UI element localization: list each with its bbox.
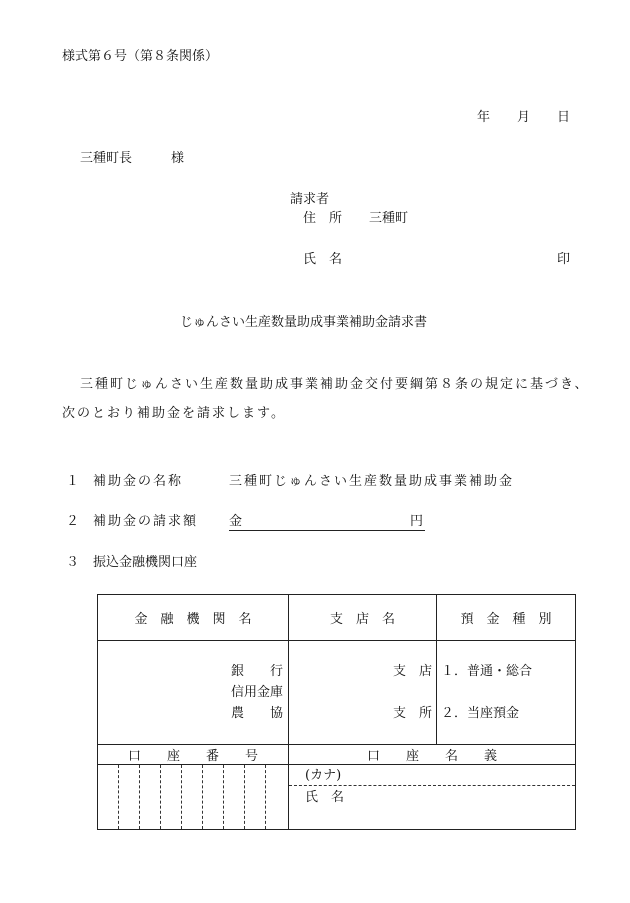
institution-type-nokyo: 農 協 [231,706,284,721]
item-2-label: 補助金の請求額 [93,514,199,529]
claim-amount-field[interactable] [229,515,425,531]
digit-divider [244,765,245,829]
deposit-type-cell[interactable] [437,641,576,745]
branch-cell[interactable] [289,641,437,745]
digit-divider [202,765,203,829]
addressee-honorific: 様 [171,151,185,166]
header-deposit-type [437,595,576,641]
date-year-label: 年 [477,110,491,125]
header-branch-label: 支 店 名 [330,612,396,627]
deposit-type-current[interactable]: ２．当座預金 [441,706,520,721]
branch-suffix-shiten: 支 店 [393,664,433,679]
account-number-cell[interactable] [98,765,289,830]
form-number: 様式第６号（第８条関係） [62,49,219,64]
digit-divider [223,765,224,829]
kana-divider [289,785,575,786]
date-month-label: 月 [517,110,531,125]
document-title: じゅんさい生産数量助成事業補助金請求書 [180,315,428,330]
header-account-number [98,745,289,765]
claimant-name-label: 氏 名 [303,252,343,267]
date-day-label: 日 [557,110,571,125]
item-2-number: ２ [66,514,80,529]
header-account-name [289,745,576,765]
branch-suffix-shisho: 支 所 [393,706,433,721]
item-3-number: ３ [66,555,80,570]
header-deposit-type-label: 預 金 種 別 [460,612,552,627]
header-account-name-label: 口 座 名 義 [367,749,498,764]
amount-prefix: 金 [229,514,243,529]
digit-divider [118,765,119,829]
institution-type-bank: 銀 行 [231,664,284,679]
addressee-name: 三種町長 [80,151,133,166]
digit-divider [265,765,266,829]
header-institution-label: 金 融 機 関 名 [134,612,252,627]
header-institution [98,595,289,641]
account-holder-name-label: 氏 名 [305,790,345,805]
amount-suffix: 円 [409,514,423,529]
claimant-title: 請求者 [290,192,330,207]
digit-divider [160,765,161,829]
deposit-type-ordinary[interactable]: １．普通・総合 [441,664,533,679]
institution-cell[interactable] [98,641,289,745]
account-name-cell[interactable] [289,765,576,830]
body-text-line-1: 三種町じゅんさい生産数量助成事業補助金交付要綱第８条の規定に基づき、 [80,377,590,392]
institution-type-shinkin: 信用金庫 [231,685,284,700]
digit-divider [139,765,140,829]
header-branch [289,595,437,641]
digit-divider [181,765,182,829]
claimant-seal: 印 [557,252,571,267]
claimant-address-value: 三種町 [369,211,409,226]
kana-label: (カナ) [305,768,342,783]
item-1-value: 三種町じゅんさい生産数量助成事業補助金 [229,474,515,489]
claimant-address-label: 住 所 [303,211,343,226]
body-text-line-2: 次のとおり補助金を請求します。 [62,406,286,421]
item-1-label: 補助金の名称 [93,474,184,489]
item-3-label: 振込金融機関口座 [93,555,198,570]
bank-account-table [97,594,576,830]
header-account-number-label: 口 座 番 号 [128,749,259,764]
item-1-number: １ [66,474,80,489]
